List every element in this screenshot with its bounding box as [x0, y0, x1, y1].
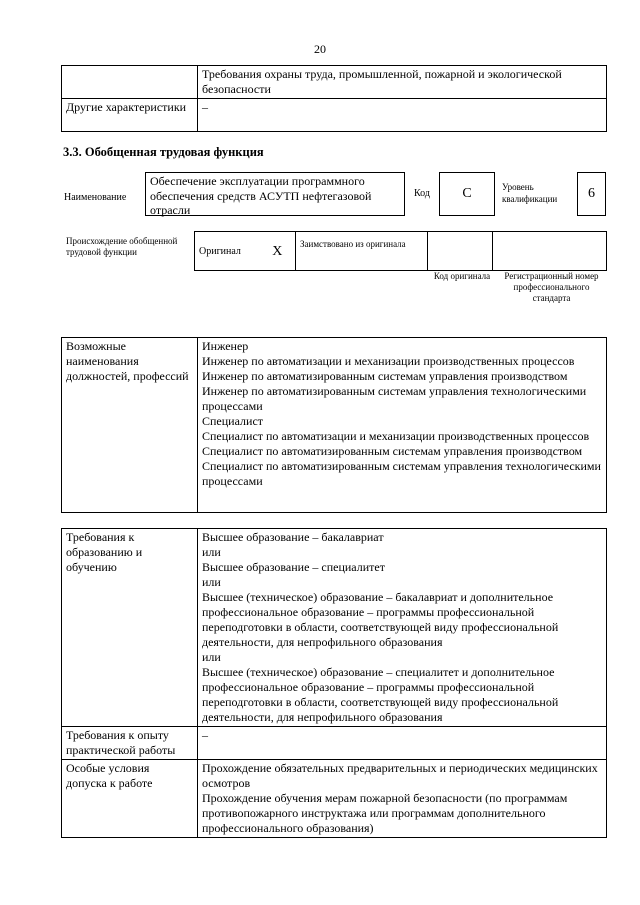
- table-row: [195, 232, 607, 271]
- list-item: Высшее образование – специалитет: [202, 560, 385, 574]
- code-label: Код: [414, 188, 430, 199]
- level-label: Уровень квалификации: [502, 182, 558, 204]
- code-value: C: [439, 172, 495, 216]
- special-label: Особые условия допуска к работе: [62, 760, 198, 838]
- list-item: Инженер по автоматизации и механизации производственных процессов: [202, 354, 575, 368]
- experience-label: Требования к опыту практической работы: [62, 727, 198, 760]
- list-item: Прохождение обучения мерам пожарной безопасности (по программам противопожарного инструктажа или программам дополнительного профессионального образования): [202, 791, 568, 835]
- section-title: 3.3. Обобщенная трудовая функция: [63, 145, 264, 159]
- code-original-cell: [428, 232, 493, 271]
- origin-label: Происхождение обобщенной трудовой функции: [66, 236, 178, 257]
- name-label: Наименование: [64, 192, 127, 203]
- list-item: Высшее образование – бакалавриат: [202, 530, 384, 544]
- requirements-table: [61, 528, 607, 838]
- table-cell: –: [198, 99, 607, 132]
- top-table: [61, 65, 607, 132]
- positions-list: [198, 338, 607, 513]
- function-name-value: Обеспечение эксплуатации программного обеспечения средств АСУТП нефтегазовой отрасли: [145, 172, 405, 216]
- table-row: [62, 338, 607, 513]
- list-item: Специалист по автоматизированным системам управления технологическими процессами: [202, 459, 601, 488]
- table-row: [62, 727, 607, 760]
- table-row: [62, 760, 607, 838]
- page-number: 20: [314, 42, 326, 56]
- education-list: [198, 529, 607, 727]
- list-item: или: [202, 575, 221, 589]
- education-label: Требования к образованию и обучению: [62, 529, 198, 727]
- table-cell: Требования охраны труда, промышленной, пожарной и экологической безопасности: [198, 66, 607, 99]
- level-value: 6: [577, 172, 606, 216]
- list-item: Инженер по автоматизированным системам управления производством: [202, 369, 568, 383]
- list-item: Высшее (техническое) образование – бакалавриат и дополнительное профессиональное образование – программы профессиональной переподготовки в области, соответствующей виду профессиональной деятельности, для непрофильного образования: [202, 590, 559, 649]
- table-row: [62, 529, 607, 727]
- list-item: Специалист: [202, 414, 264, 428]
- reg-number-label: Регистрационный номер профессионального стандарта: [504, 271, 599, 303]
- experience-value: –: [198, 727, 607, 760]
- table-cell: Другие характеристики: [62, 99, 198, 132]
- list-item: Инженер по автоматизированным системам управления технологическими процессами: [202, 384, 587, 413]
- original-mark: X: [260, 232, 296, 271]
- list-item: Прохождение обязательных предварительных и периодических медицинских осмотров: [202, 761, 598, 790]
- list-item: Специалист по автоматизации и механизации производственных процессов: [202, 429, 590, 443]
- reg-number-cell: [493, 232, 607, 271]
- original-label: Оригинал: [195, 232, 260, 271]
- list-item: Высшее (техническое) образование – специалитет и дополнительное профессиональное образование – программы профессиональной переподготовки в области, соответствующей виду профессиональной деятельности, для непрофильного образования: [202, 665, 559, 724]
- positions-label: Возможные наименования должностей, профессий: [62, 338, 198, 513]
- borrowed-label: Заимствовано из оригинала: [296, 232, 428, 271]
- special-list: [198, 760, 607, 838]
- list-item: Специалист по автоматизированным системам управления производством: [202, 444, 583, 458]
- table-row: [62, 66, 607, 99]
- list-item: или: [202, 650, 221, 664]
- code-original-label: Код оригинала: [433, 271, 491, 281]
- origin-table: [194, 231, 607, 271]
- list-item: или: [202, 545, 221, 559]
- table-row: [62, 99, 607, 132]
- positions-table: [61, 337, 607, 513]
- list-item: Инженер: [202, 339, 249, 353]
- table-cell: [62, 66, 198, 99]
